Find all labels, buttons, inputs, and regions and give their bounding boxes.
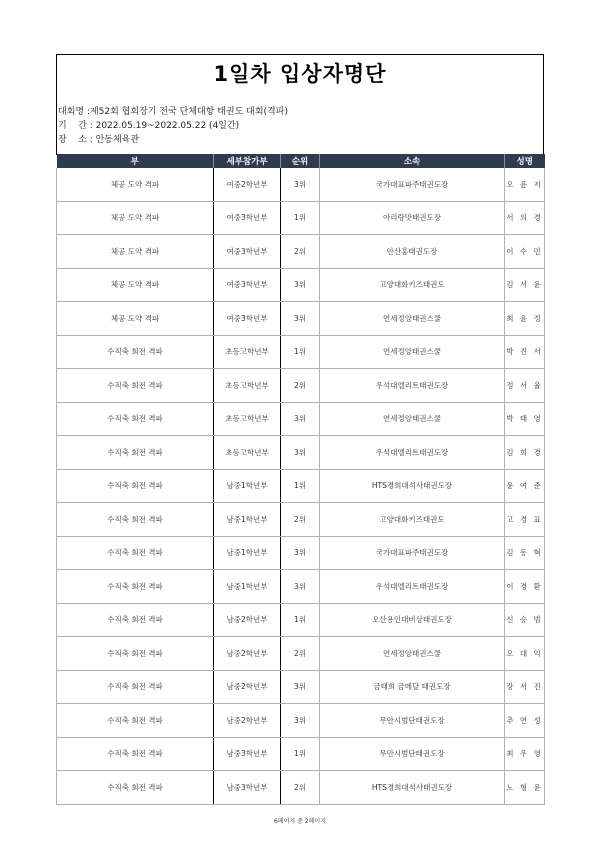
header-rank: 순위 [281,154,320,168]
table-row [57,503,545,537]
venue-value: 안동체육관 [95,135,140,145]
table-row [57,536,545,570]
period-line [58,118,239,131]
name-cell: 고 경 표 [505,503,545,537]
affiliation-cell: 연세정앙태권스쿨 [320,637,505,671]
division-cell: 체공 도약 격파 [57,302,214,336]
sub-division-cell: 초등고학년부 [214,335,281,369]
name-cell: 장 서 진 [505,670,545,704]
name-cell: 김 희 경 [505,436,545,470]
division-cell: 수직축 회전 격파 [57,335,214,369]
division-cell: 수직축 회전 격파 [57,436,214,470]
affiliation-cell: HTS경희대석사태권도장 [320,469,505,503]
affiliation-cell: 국가대표파주태권도장 [320,536,505,570]
rank-cell: 2위 [281,637,320,671]
table-row [57,704,545,738]
name-cell: 신 승 범 [505,603,545,637]
affiliation-cell: 우석대엘리트태권도장 [320,436,505,470]
table-row [57,670,545,704]
division-cell: 수직축 회전 격파 [57,670,214,704]
sub-division-cell: 여중3학년부 [214,201,281,235]
affiliation-cell: 안산홍태권도장 [320,235,505,269]
affiliation-cell: HTS경희대석사태권도장 [320,771,505,805]
table-row [57,737,545,771]
name-cell: 최 우 영 [505,737,545,771]
rank-cell: 2위 [281,235,320,269]
affiliation-cell: 우석대엘리트태권도장 [320,369,505,403]
header-sub-division: 세부참가부 [214,154,281,168]
name-cell: 정 서 율 [505,369,545,403]
table-row [57,436,545,470]
name-cell: 서 의 경 [505,201,545,235]
name-cell: 박 태 영 [505,402,545,436]
header-division: 부 [57,154,214,168]
results-table [56,154,545,805]
sub-division-cell: 남중3학년부 [214,771,281,805]
rank-cell: 2위 [281,503,320,537]
venue-line [58,132,139,145]
table-row [57,268,545,302]
sub-division-cell: 여중3학년부 [214,268,281,302]
name-cell: 추 연 성 [505,704,545,738]
table-header-row [57,154,545,168]
table-row [57,335,545,369]
affiliation-cell: 무안시범단태권도장 [320,704,505,738]
rank-cell: 1위 [281,469,320,503]
sub-division-cell: 남중1학년부 [214,536,281,570]
rank-cell: 1위 [281,603,320,637]
table-row [57,369,545,403]
page-footer: 6페이지 중 2페이지 [273,818,327,825]
name-cell: 박 진 서 [505,335,545,369]
rank-cell: 3위 [281,570,320,604]
division-cell: 수직축 회전 격파 [57,771,214,805]
rank-cell: 1위 [281,737,320,771]
name-cell: 김 동 혁 [505,536,545,570]
name-cell: 이 수 민 [505,235,545,269]
division-cell: 수직축 회전 격파 [57,503,214,537]
rank-cell: 3위 [281,402,320,436]
sub-division-cell: 남중1학년부 [214,503,281,537]
affiliation-cell: 고양대화키즈태권도 [320,268,505,302]
name-cell: 이 경 환 [505,570,545,604]
event-name-line [58,104,288,117]
division-cell: 수직축 회전 격파 [57,536,214,570]
sub-division-cell: 남중3학년부 [214,737,281,771]
sub-division-cell: 초등고학년부 [214,402,281,436]
division-cell: 수직축 회전 격파 [57,402,214,436]
division-cell: 체공 도약 격파 [57,268,214,302]
sub-division-cell: 남중2학년부 [214,637,281,671]
rank-cell: 3위 [281,268,320,302]
rank-cell: 3위 [281,704,320,738]
division-cell: 수직축 회전 격파 [57,737,214,771]
affiliation-cell: 고양대화키즈태권도 [320,503,505,537]
rank-cell: 3위 [281,168,320,201]
division-cell: 수직축 회전 격파 [57,603,214,637]
sub-division-cell: 여중3학년부 [214,235,281,269]
rank-cell: 2위 [281,369,320,403]
table-row [57,603,545,637]
rank-cell: 1위 [281,335,320,369]
affiliation-cell: 국가대표파주태권도장 [320,168,505,201]
rank-cell: 3위 [281,436,320,470]
rank-cell: 1위 [281,201,320,235]
affiliation-cell: 연세정앙태권스쿨 [320,335,505,369]
sub-division-cell: 여중3학년부 [214,302,281,336]
table-row [57,168,545,201]
name-cell: 김 서 윤 [505,268,545,302]
table-row [57,235,545,269]
division-cell: 체공 도약 격파 [57,201,214,235]
division-cell: 수직축 회전 격파 [57,469,214,503]
table-row [57,402,545,436]
name-cell: 오 윤 지 [505,168,545,201]
division-cell: 체공 도약 격파 [57,235,214,269]
affiliation-cell: 아리랑맛태권도장 [320,201,505,235]
affiliation-cell: 금태희 금메달 태권도장 [320,670,505,704]
event-label: 대회명 : [58,107,90,117]
affiliation-cell: 연세정앙태권스쿨 [320,302,505,336]
affiliation-cell: 연세정앙태권스쿨 [320,402,505,436]
sub-division-cell: 남중2학년부 [214,704,281,738]
table-row [57,469,545,503]
affiliation-cell: 우석대엘리트태권도장 [320,570,505,604]
sub-division-cell: 여중2학년부 [214,168,281,201]
table-row [57,637,545,671]
affiliation-cell: 무안시범단태권도장 [320,737,505,771]
rank-cell: 2위 [281,771,320,805]
sub-division-cell: 초등고학년부 [214,436,281,470]
table-row [57,302,545,336]
name-cell: 오 대 익 [505,637,545,671]
division-cell: 수직축 회전 격파 [57,369,214,403]
venue-label: 장 소 : [58,135,96,145]
period-value: 2022.05.19~2022.05.22 (4일간) [95,121,240,131]
sub-division-cell: 초등고학년부 [214,369,281,403]
table-row [57,570,545,604]
sub-division-cell: 남중1학년부 [214,469,281,503]
affiliation-cell: 오산용인대비상태권도장 [320,603,505,637]
sub-division-cell: 남중2학년부 [214,670,281,704]
table-row [57,201,545,235]
rank-cell: 3위 [281,670,320,704]
header-affiliation: 소속 [320,154,505,168]
division-cell: 수직축 회전 격파 [57,704,214,738]
name-cell: 최 윤 정 [505,302,545,336]
sub-division-cell: 남중1학년부 [214,570,281,604]
rank-cell: 3위 [281,302,320,336]
division-cell: 수직축 회전 격파 [57,570,214,604]
event-value: 제52회 협회장기 전국 단체대항 태권도 대회(격파) [89,107,288,117]
name-cell: 윤 여 준 [505,469,545,503]
sub-division-cell: 남중2학년부 [214,603,281,637]
rank-cell: 3위 [281,536,320,570]
header-name: 성명 [505,154,545,168]
table-row [57,771,545,805]
name-cell: 노 형 윤 [505,771,545,805]
division-cell: 체공 도약 격파 [57,168,214,201]
page-title: 1일차 입상자명단 [213,62,387,86]
period-label: 기 간 : [58,121,96,131]
division-cell: 수직축 회전 격파 [57,637,214,671]
